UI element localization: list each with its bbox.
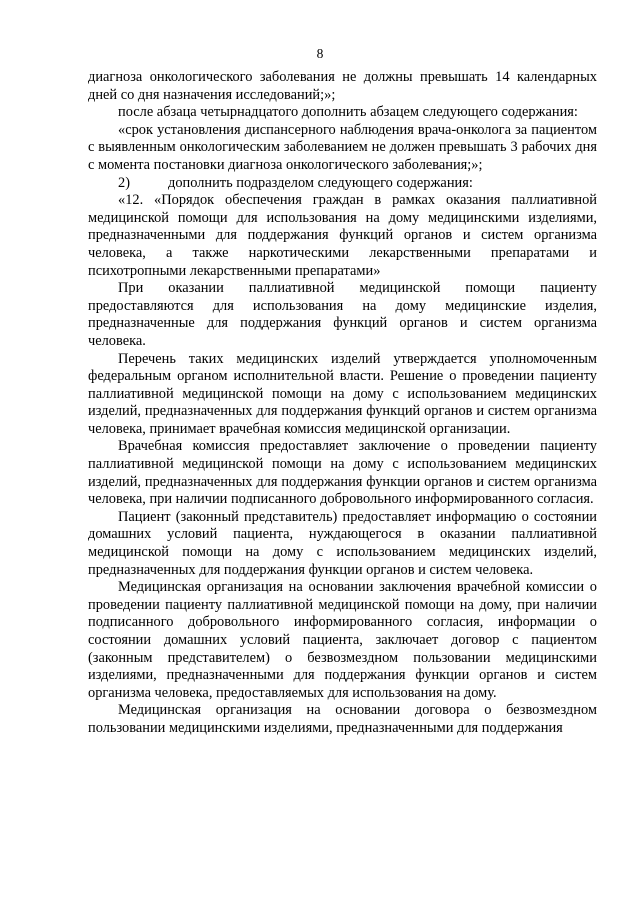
numbered-item xyxy=(88,175,597,193)
paragraph: Врачебная комиссия предоставляет заключение о проведении пациенту паллиативной медицинской помощи на дому с использованием медицинских изделий, предназначенных для поддержания функции органов и систем организма человека, при наличии подписанного добровольного информированного согласия. xyxy=(88,438,597,508)
paragraph: Медицинская организация на основании договора о безвозмездном пользовании медицинскими изделиями, предназначенными для поддержания xyxy=(88,702,597,736)
item-number: 2) xyxy=(118,174,130,191)
paragraph: после абзаца четырнадцатого дополнить абзацем следующего содержания: xyxy=(118,104,578,121)
page-number: 8 xyxy=(316,46,324,61)
paragraph: При оказании паллиативной медицинской помощи пациенту предоставляются для использования на дому медицинские изделия, предназначенные для поддержания функций органов и систем организма человека. xyxy=(88,280,597,349)
paragraph: диагноза онкологического заболевания не должны превышать 14 календарных дней со дня назначения исследований;»; xyxy=(88,69,597,103)
section-title: «12. «Порядок обеспечения граждан в рамках оказания паллиативной медицинской помощи для использования на дому медицинскими изделиями, предназначенными для поддержания функций органов и систем организма человека, а также наркотическими лекарственными препаратами и психотропными лекарственными препаратами» xyxy=(88,192,597,279)
paragraph: Медицинская организация на основании заключения врачебной комиссии о проведении пациенту паллиативной медицинской помощи на дому, при наличии подписанного добровольного информированного согласия, информации о состоянии домашних условий пациента, заключает договор с пациентом (законным представителем) о безвозмездном пользовании медицинскими изделиями, предназначенными для поддержания функции органов и систем организма человека, предоставляемых для использования на дому. xyxy=(88,579,597,701)
item-text: дополнить подразделом следующего содержания: xyxy=(168,174,473,191)
paragraph: Перечень таких медицинских изделий утверждается уполномоченным федеральным органом исполнительной власти. Решение о проведении пациенту паллиативной медицинской помощи на дому с использованием медицинских изделий, предназначенных для поддержания функций органов и систем организма человека, принимает врачебная комиссия медицинской организации. xyxy=(88,350,597,437)
document-body xyxy=(88,69,597,738)
paragraph: Пациент (законный представитель) предоставляет информацию о состоянии домашних условий пациента, нуждающегося в оказании паллиативной медицинской помощи на дому с использованием медицинских изделий, предназначенных для поддержания функции органов и систем человека. xyxy=(88,508,597,578)
paragraph: «срок установления диспансерного наблюдения врача-онколога за пациентом с выявленным онкологическим заболеванием не должен превышать 3 рабочих дня с момента постановки диагноза онкологического заболевания;»; xyxy=(88,121,597,173)
